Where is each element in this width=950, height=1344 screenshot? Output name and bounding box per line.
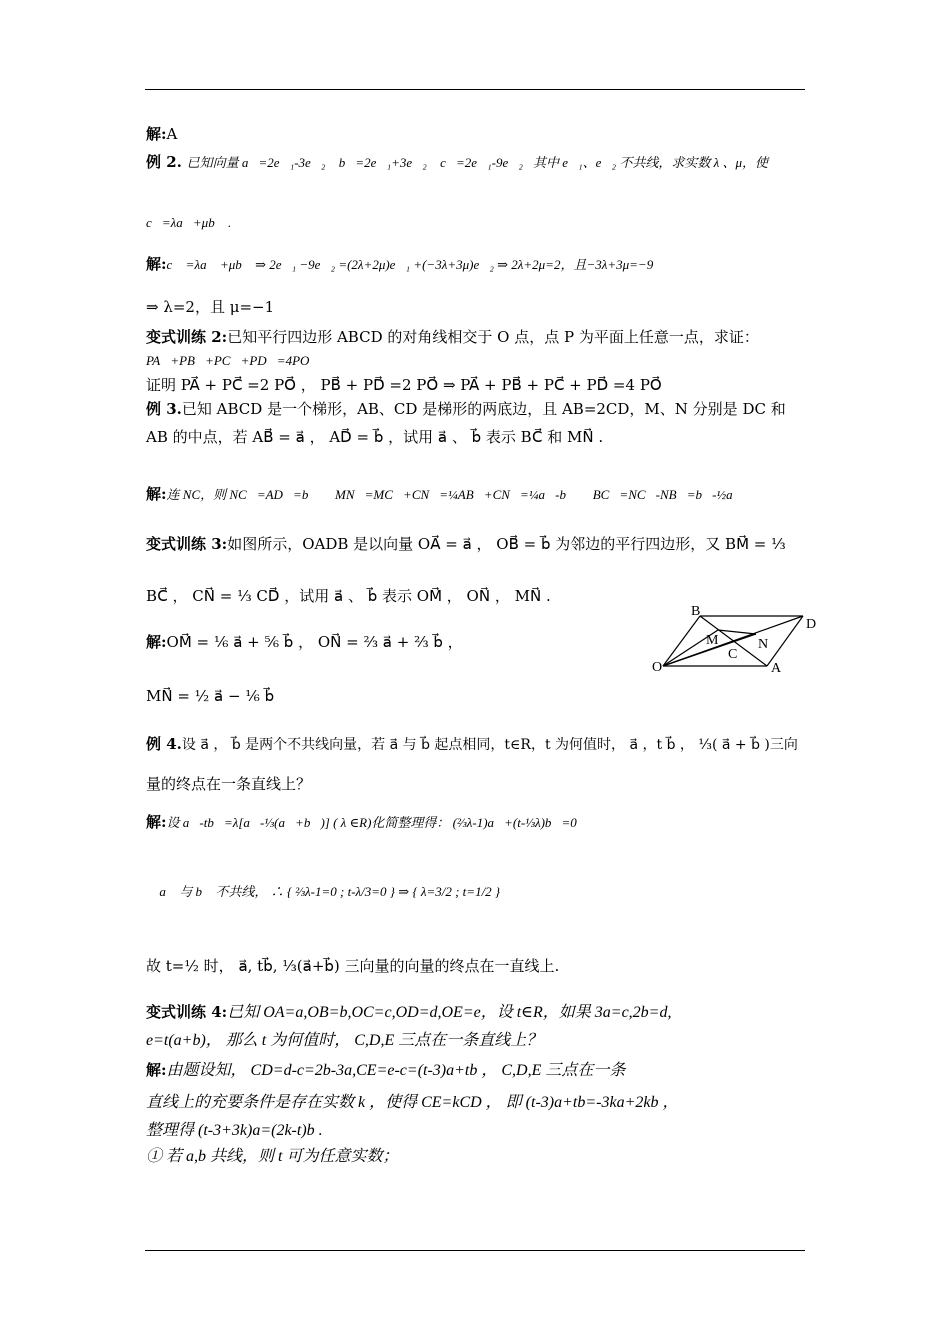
text-line: 解:OM⃗ = ⅙ a⃗ + ⅚ b⃗ ， ON⃗ = ⅔ a⃗ + ⅔ b⃗ ， [146,633,463,651]
text-line: 整理得 (t-3+3k)a=(2k-t)b . [146,1122,323,1139]
label-a: A [771,661,782,676]
text-line: AB 的中点，若 AB⃗ = a⃗ ， AD⃗ = b⃗ ，试用 a⃗ 、 b⃗ 表示 BC⃗ 和 MN⃗ . [146,428,604,446]
label-d: D [806,617,817,632]
text-line: 例 3.已知 ABCD 是一个梯形，AB、CD 是梯形的两底边，且 AB=2CD，M、N 分别是 DC 和 [146,400,786,418]
parallelogram-figure [640,600,830,685]
text-line: 量的终点在一条直线上？ [146,775,312,793]
text-line: 解:A [146,125,178,143]
text-line: ① 若 a,b 共线，则 t 可为任意实数； [146,1148,399,1165]
label-c: C [728,647,738,662]
text-line: PA⃗+PB⃗+PC⃗+PD⃗=4PO⃗ [146,353,320,368]
footer-rule [145,1250,805,1251]
edge-da [767,616,803,666]
text-line: c⃗=λa⃗+μb⃗ . [146,215,232,230]
header-rule [145,89,805,90]
text-line: 证明 PA⃗ + PC⃗ =2 PO⃗ ， PB⃗ + PD⃗ =2 PO⃗ ⇒ PA⃗ + PB⃗ + PC⃗ + PD⃗ =4 PO⃗ [146,376,662,394]
text-line: BC⃗ ， CN⃗ = ⅓ CD⃗ ，试用 a⃗ 、 b⃗ 表示 OM⃗ ， ON⃗ ， MN⃗ . [146,587,551,605]
text-line: 解:由题设知， CD=d-c=2b-3a,CE=e-c=(t-3)a+tb ， C,D,E 三点在一条 [146,1061,626,1079]
text-line: MN⃗ = ½ a⃗ − ⅙ b⃗ [146,687,275,705]
text-line: ∵ a⃗ 与 b⃗ 不共线， ∴ { ⅔λ-1=0 ; t-λ/3=0 } ⇒ { λ=3/2 ; t=1/2 } [146,884,501,899]
label-m: M [706,633,719,648]
text-line: 变式训练 3:如图所示，OADB 是以向量 OA⃗ = a⃗ ， OB⃗ = b⃗ 为邻边的平行四边形，又 BM⃗ = ⅓ [146,535,786,553]
label-b: B [691,604,701,619]
text-line: 解:c⃗ =λa⃗ +μb⃗ ⇒ 2e⃗₁ −9e⃗₂ =(2λ+2μ)e⃗₁ +(−3λ+3μ)e⃗₂ ⇒ 2λ+2μ=2，且−3λ+3μ=−9 [146,255,654,273]
text-line: 变式训练 4:已知 OA=a,OB=b,OC=c,OD=d,OE=e，设 t∈R，如果 3a=c,2b=d, [146,1003,672,1021]
text-line: 例 2. 已知向量 a⃗=2e⃗₁-3e⃗₂， b⃗=2e⃗₁+3e⃗₂， c⃗=2e⃗₁-9e⃗₂，其中 e⃗₁、e⃗₂ 不共线，求实数 λ 、μ，使 [146,153,768,171]
text-line: e=t(a+b)， 那么 t 为何值时， C,D,E 三点在一条直线上？ [146,1032,543,1049]
text-line: 解:连 NC，则 NC⃗=AD⃗=b⃗ ； MN⃗=MC⃗+CN⃗=¼AB⃗+CN⃗=¼a⃗-b⃗ ； BC⃗=NC⃗-NB⃗=b⃗-½a⃗ [146,485,743,503]
text-line: 解:设 a⃗-tb⃗=λ[a⃗-⅓(a⃗+b⃗)] ( λ ∈R)化简整理得： (⅔λ-1)a⃗+(t-⅓λ)b⃗=0⃗ [146,813,587,831]
text-line: 变式训练 2:已知平行四边形 ABCD 的对角线相交于 O 点，点 P 为平面上任意一点，求证： [146,328,759,346]
text-line: 故 t=½ 时， a⃗, tb⃗, ⅓(a⃗+b⃗) 三向量的向量的终点在一直线上. [146,957,560,975]
text-line: 例 4.设 a⃗ ， b⃗ 是两个不共线向量，若 a⃗ 与 b⃗ 起点相同，t∈R，t 为何值时， a⃗ ，t b⃗ ， ⅓( a⃗ + b⃗ )三向 [146,735,798,753]
label-o: O [652,660,663,675]
text-line: 直线上的充要条件是存在实数 k ，使得 CE=kCD ， 即 (t-3)a+tb=-3ka+2kb ， [146,1094,679,1111]
label-n: N [758,637,769,652]
text-line: ⇒ λ=2，且 μ=−1 [146,298,275,316]
edge-ob [663,616,700,666]
